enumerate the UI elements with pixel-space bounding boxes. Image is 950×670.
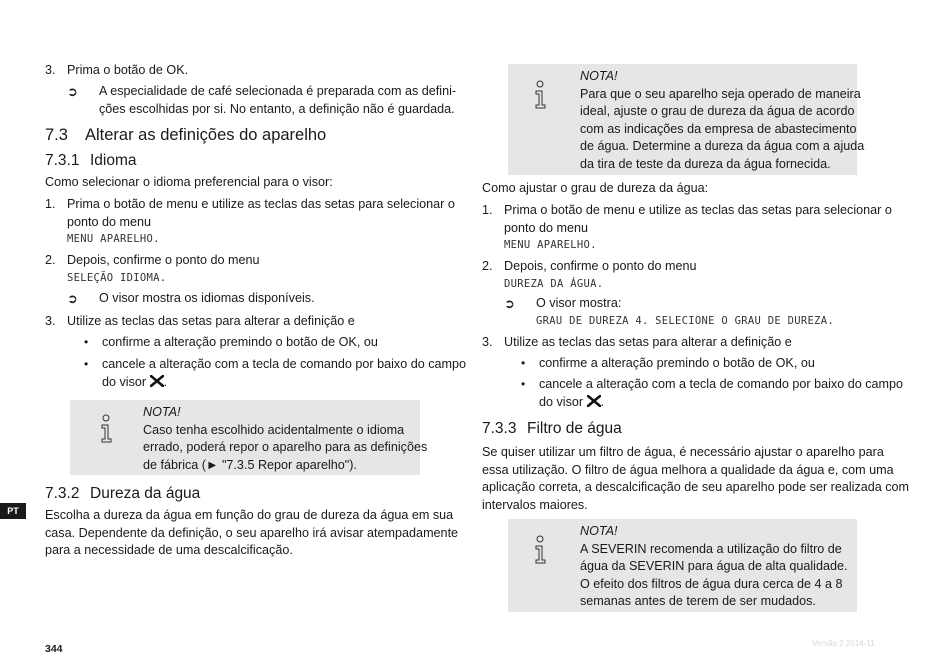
heading-7-3-1: 7.3.1 Idioma [45,152,137,169]
note-box-language: NOTA! Caso tenha escolhido acidentalmente o idioma errado, poderá repor o aparelho para as definições de fábrica (► "7.3.5 Repor aparelho"). [70,400,420,475]
info-icon [531,535,551,565]
heading-7-3-2: 7.3.2 Dureza da água [45,485,201,502]
result-arrow-icon: ➲ [67,291,78,306]
water-filter-paragraph: Se quiser utilizar um filtro de água, é necessário ajustar o aparelho para essa utilização. O filtro de água melhora a qualidade da água e, com uma aplicação correta, a descalcificação de seu aparelho pode ser realizada com intervalos maiores. [482,445,910,512]
bullet-icon: • [521,356,526,370]
result-text: A especialidade de café selecionada é preparada com as defini- ções escolhidas por si. No entanto, a definição não é guardada. [99,84,457,116]
water-hardness-paragraph: Escolha a dureza da água em função do grau de dureza da água em sua casa. Dependente da definição, o seu aparelho irá avisar atempadamente para a necessidade de uma descalcificação. [45,508,459,557]
version-label: Versão 2 2014-11 [812,639,875,648]
page-number: 344 [45,643,63,655]
bullet-icon: • [521,377,526,391]
note-box-hardness: NOTA! Para que o seu aparelho seja operado de maneira ideal, ajuste o grau de dureza da água de acordo com as indicações da empresa de abastecimento de água. Determine a dureza da água com a ajuda da tira de teste da dureza da água fornecida. [508,64,857,175]
info-icon [97,414,117,444]
cancel-x-icon [587,395,601,407]
bullet-confirm: confirme a alteração premindo o botão de OK, ou [102,335,378,349]
step-2-result: O visor mostra: GRAU DE DUREZA 4. SELECIONE O GRAU DE DUREZA. [536,296,834,327]
intro-text: Como selecionar o idioma preferencial para o visor: [45,175,333,189]
bullet-icon: • [84,335,89,349]
bullet-cancel: cancele a alteração com a tecla de comando por baixo do campo do visor . [102,357,467,389]
result-arrow-icon: ➲ [504,296,515,311]
heading-7-3-3: 7.3.3 Filtro de água [482,420,622,437]
info-icon [531,80,551,110]
intro-text: Como ajustar o grau de dureza da água: [482,181,709,195]
step-2-result: O visor mostra os idiomas disponíveis. [99,291,315,305]
heading-7-3: 7.3 Alterar as definições do aparelho [45,126,327,144]
note-box-filter: NOTA! A SEVERIN recomenda a utilização do filtro de água da SEVERIN para água de alta qualidade. O efeito dos filtros de água dura cerca de 4 a 8 semanas antes de terem de ser mudados. [508,519,857,612]
bullet-confirm: confirme a alteração premindo o botão de OK, ou [539,356,815,370]
bullet-icon: • [84,357,89,371]
language-tab: PT [0,503,26,519]
cancel-x-icon [150,375,164,387]
bullet-cancel: cancele a alteração com a tecla de comando por baixo do campo do visor . [539,377,904,409]
result-arrow-icon: ➲ [67,84,78,99]
